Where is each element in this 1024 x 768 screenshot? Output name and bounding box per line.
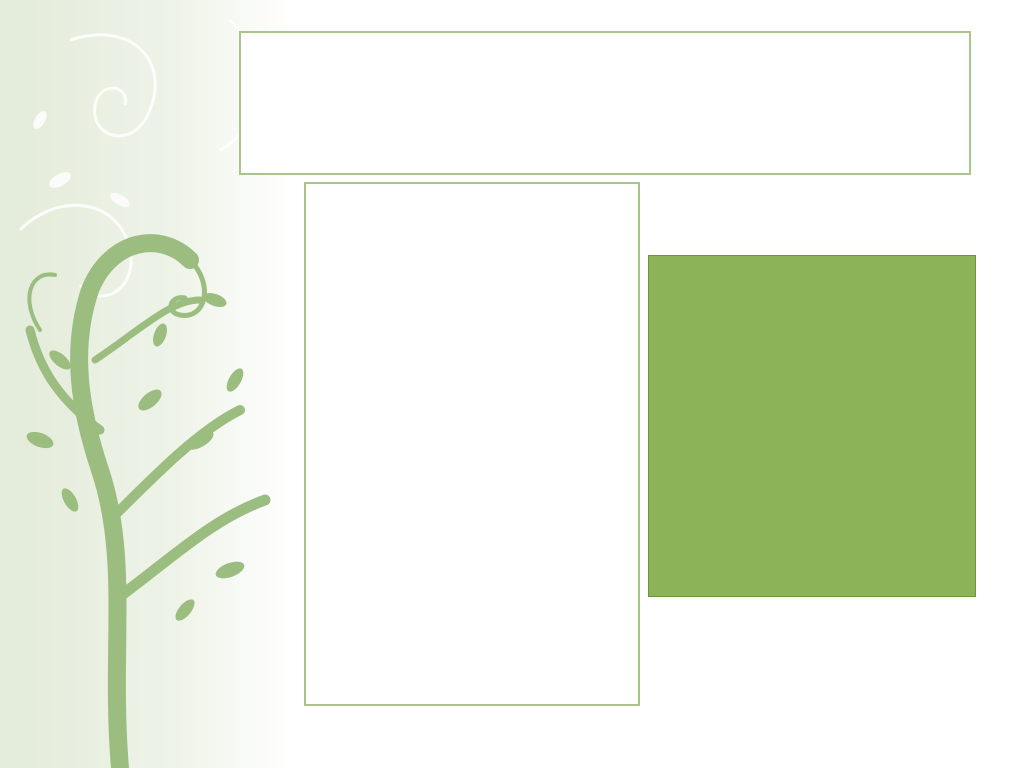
text-content-box	[304, 182, 640, 706]
author-info-box	[648, 255, 976, 597]
title-box	[239, 31, 971, 175]
